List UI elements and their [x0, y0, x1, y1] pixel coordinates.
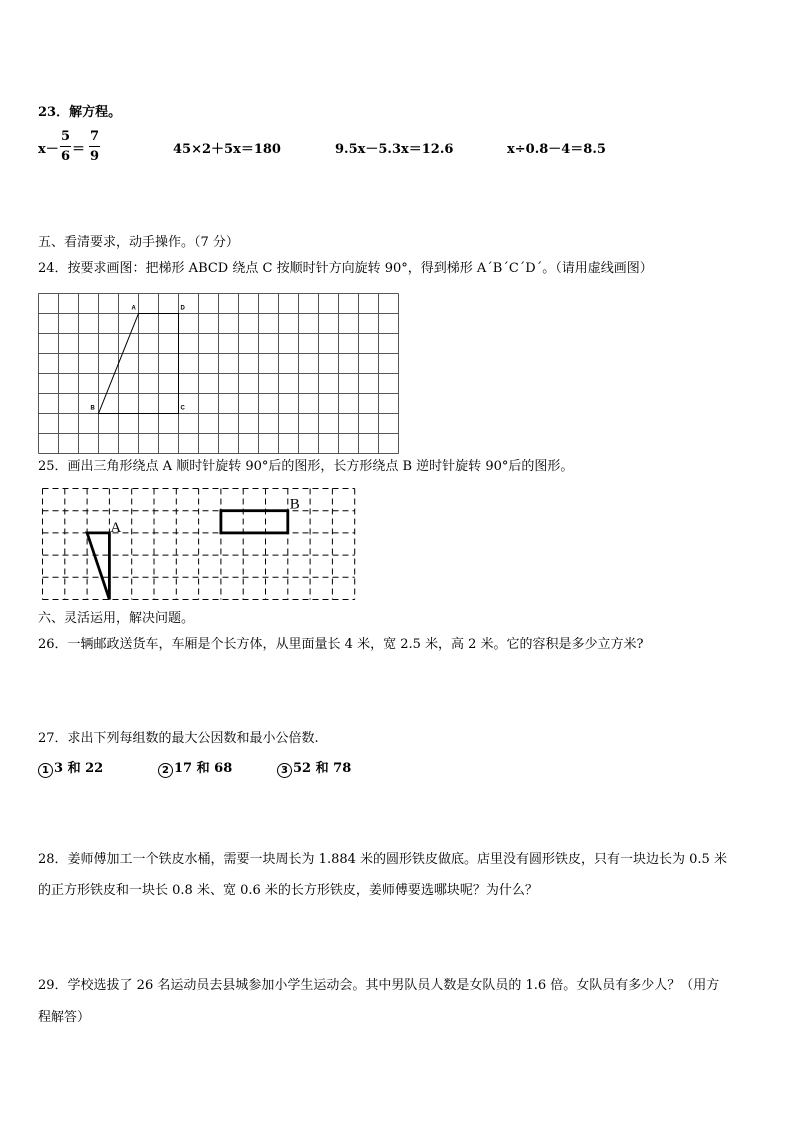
- q24-grid: [38, 293, 399, 439]
- label-c: C: [180, 405, 185, 412]
- eq1-denominator-left: 6: [61, 149, 71, 164]
- rectangle: [221, 511, 288, 533]
- q27-item-1-text: 3 和 22: [54, 761, 104, 776]
- q27-item-2-text: 17 和 68: [174, 761, 233, 776]
- eq1-denominator-right: 9: [90, 149, 100, 164]
- eq1-numerator-right: 7: [89, 130, 100, 147]
- circled-number-2: 2: [158, 763, 173, 778]
- eq1-equals: ＝: [72, 142, 86, 157]
- label-b: B: [90, 405, 95, 412]
- q23-title: 23．解方程。: [38, 105, 122, 120]
- q29-line-2: 程解答）: [38, 1010, 91, 1025]
- circled-number-1: 1: [38, 763, 53, 778]
- section-6-heading: 六、灵活运用，解决问题。: [38, 611, 195, 626]
- label-b: B: [289, 496, 300, 513]
- triangle: [87, 533, 109, 600]
- q23-equation-4: x÷0.8－4＝8.5: [507, 142, 606, 157]
- eq1-numerator-left: 5: [60, 130, 71, 147]
- q26-text: 26．一辆邮政送货车，车厢是个长方体，从里面量长 4 米，宽 2.5 米，高 2 米。它的容积是多少立方米?: [38, 637, 644, 652]
- q27-item-2: [158, 762, 232, 778]
- label-a: A: [131, 305, 136, 312]
- circled-number-3: 3: [277, 763, 292, 778]
- q27-item-1: [38, 762, 103, 778]
- q29-line-1: 29．学校选拔了 26 名运动员去县城参加小学生运动会。其中男队员人数是女队员的 1.6 倍。女队员有多少人？（用方: [38, 978, 720, 993]
- eq1-fraction-left: [60, 130, 71, 163]
- section-5-heading: 五、看清要求，动手操作。（7 分）: [38, 235, 239, 250]
- q25-grid: [42, 488, 354, 600]
- q23-equation-2: 45×2＋5x＝180: [173, 142, 281, 157]
- q27-text: 27．求出下列每组数的最大公因数和最小公倍数.: [38, 731, 319, 746]
- q24-text: 24．按要求画图：把梯形 ABCD 绕点 C 按顺时针方向旋转 90°，得到梯形 A´B´C´D´。（请用虚线画图）: [38, 261, 653, 276]
- q27-item-3-text: 52 和 78: [293, 761, 352, 776]
- q28-line-2: 的正方形铁皮和一块长 0.8 米、宽 0.6 米的长方形铁皮，姜师傅要选哪块呢？为什么？: [38, 883, 538, 898]
- q28-line-1: 28．姜师傅加工一个铁皮水桶，需要一块周长为 1.884 米的圆形铁皮做底。店里没有圆形铁皮，只有一块边长为 0.5 米: [38, 852, 727, 867]
- label-d: D: [180, 305, 185, 312]
- eq1-fraction-right: [89, 130, 100, 163]
- q27-item-3: [277, 762, 351, 778]
- q25-text: 25．画出三角形绕点 A 顺时针旋转 90°后的图形，长方形绕点 B 逆时针旋转 90°后的图形。: [38, 459, 574, 474]
- q23-equation-3: 9.5x－5.3x＝12.6: [335, 142, 454, 157]
- label-a: A: [110, 519, 122, 536]
- eq1-x-minus: x－: [38, 142, 59, 157]
